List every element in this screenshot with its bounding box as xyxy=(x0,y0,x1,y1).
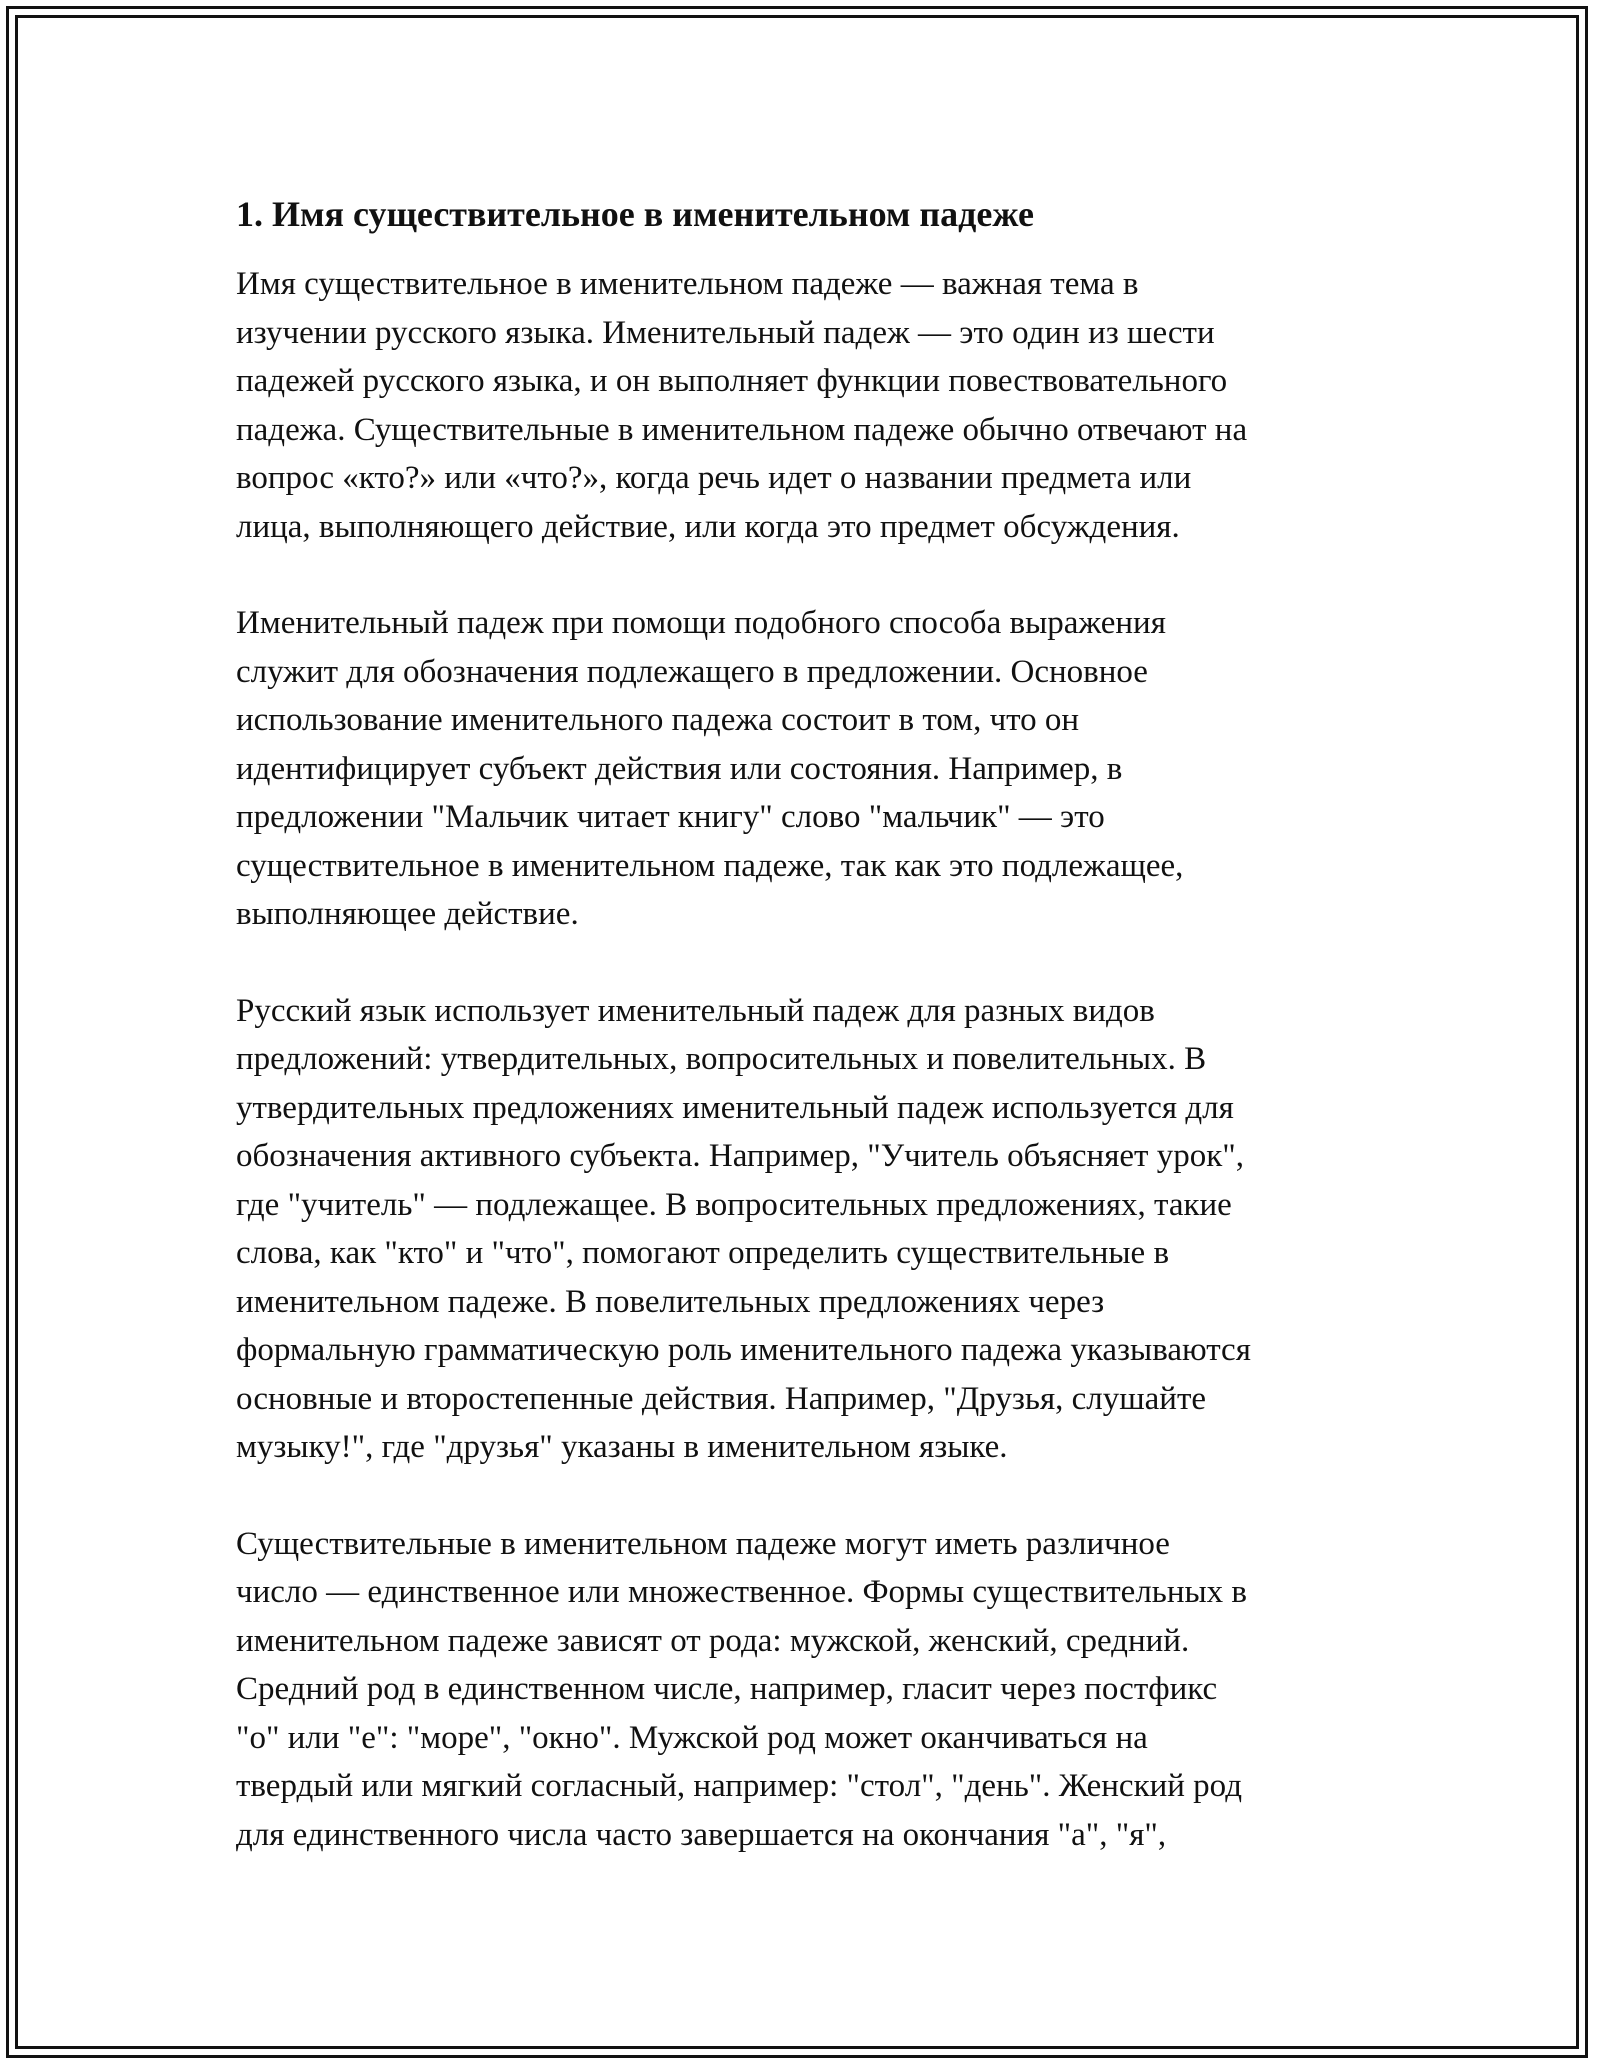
document-body xyxy=(236,186,1386,1907)
paragraph-3: Русский язык использует именительный падеж для разных видов предложений: утвердительных, вопросительных и повелительных. В утвердительных предложениях именительный падеж используется для обозначения активного субъекта. Например, "Учитель объясняет урок", где "учитель" — подлежащее. В вопросительных предложениях, такие слова, как "кто" и "что", помогают определить существительные в именительном падеже. В повелительных предложениях через формальную грамматическую роль именительного падежа указываются основные и второстепенные действия. Например, "Друзья, слушайте музыку!", где "друзья" указаны в именительном языке. xyxy=(236,992,1251,1465)
section-heading: 1. Имя существительное в именительном падеже xyxy=(236,194,1034,234)
paragraph-4: Существительные в именительном падеже могут иметь различное число — единственное или множественное. Формы существительных в именительном падеже зависят от рода: мужской, женский, средний. Средний род в единственном числе, например, гласит через постфикс "о" или "е": "море", "окно". Мужской род может оканчиваться на твердый или мягкий согласный, например: "стол", "день". Женский род для единственного числа часто завершается на окончания "а", "я", xyxy=(236,1525,1248,1853)
paragraph-1: Имя существительное в именительном падеже — важная тема в изучении русского языка. Именительный падеж — это один из шести падежей русского языка, и он выполняет функции повествовательного падежа. Существительные в именительном падеже обычно отвечают на вопрос «кто?» или «что?», когда речь идет о названии предмета или лица, выполняющего действие, или когда это предмет обсуждения. xyxy=(236,266,1248,545)
paragraph-2: Именительный падеж при помощи подобного способа выражения служит для обозначения подлежащего в предложении. Основное использование именительного падежа состоит в том, что он идентифицирует субъект действия или состояния. Например, в предложении "Мальчик читает книгу" слово "мальчик" — это существительное в именительном падеже, так как это подлежащее, выполняющее действие. xyxy=(236,605,1184,932)
